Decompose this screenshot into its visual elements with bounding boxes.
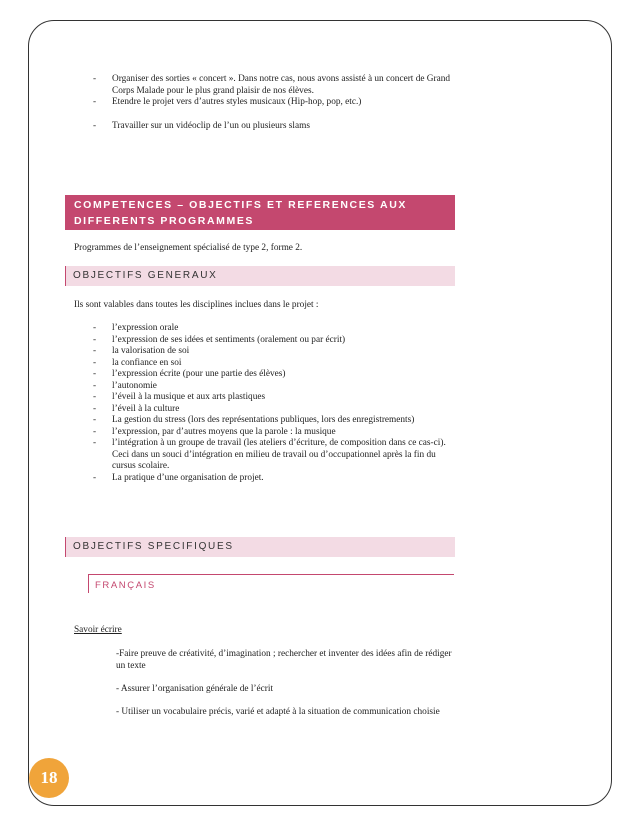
list-item: - l’intégration à un groupe de travail (les ateliers d’écriture, de composition dans ce cas-ci). Ceci dans un souci d’intégration en milieu de travail ou d’occupationnel après la fin du cursus scolaire. [65, 438, 460, 473]
savoir-paragraph: - Assurer l’organisation générale de l’écrit [116, 684, 274, 694]
objectifs-generaux-intro: Ils sont valables dans toutes les disciplines inclues dans le projet : [74, 300, 319, 310]
objectifs-generaux-heading: OBJECTIFS GENERAUX [65, 266, 455, 286]
list-item: - Travailler sur un vidéoclip de l’un ou plusieurs slams [65, 121, 460, 133]
list-item: - l’autonomie [65, 381, 460, 393]
section-title-banner: COMPETENCES – OBJECTIFS ET REFERENCES AUX DIFFERENTS PROGRAMMES [65, 195, 455, 230]
list-item: - La pratique d’une organisation de projet. [65, 473, 460, 485]
list-item: - l’éveil à la culture [65, 404, 460, 416]
francais-subheading: FRANÇAIS [88, 574, 454, 593]
list-item: - La gestion du stress (lors des représentations publiques, lors des enregistrements) [65, 415, 460, 427]
list-item: - l’expression, par d’autres moyens que la parole : la musique [65, 427, 460, 439]
list-item: - la confiance en soi [65, 358, 460, 370]
objectifs-generaux-list-wrapper [65, 323, 460, 484]
savoir-paragraph: -Faire preuve de créativité, d’imagination ; rechercher et inventer des idées afin de rédiger un texte [116, 649, 452, 671]
list-item: - Organiser des sorties « concert ». Dans notre cas, nous avons assisté à un concert de Grand Corps Malade pour le plus grand plaisir de nos élèves. [65, 74, 460, 97]
list-item: - l’expression orale [65, 323, 460, 335]
list-item: - la valorisation de soi [65, 346, 460, 358]
objectifs-specifiques-heading: OBJECTIFS SPECIFIQUES [65, 537, 455, 557]
objectifs-generaux-list [65, 323, 460, 484]
list-item: - l’expression de ses idées et sentiments (oralement ou par écrit) [65, 335, 460, 347]
list-item: - Etendre le projet vers d’autres styles musicaux (Hip-hop, pop, etc.) [65, 97, 460, 109]
list-item: - l’expression écrite (pour une partie des élèves) [65, 369, 460, 381]
intro-list [65, 74, 460, 132]
intro-section [65, 74, 460, 132]
programmes-text: Programmes de l’enseignement spécialisé de type 2, forme 2. [74, 243, 303, 253]
savoir-ecrire-label: Savoir écrire [74, 625, 122, 635]
page-number-badge: 18 [29, 758, 69, 798]
savoir-paragraph: - Utiliser un vocabulaire précis, varié et adapté à la situation de communication choisie [116, 707, 440, 717]
list-item: - l’éveil à la musique et aux arts plastiques [65, 392, 460, 404]
